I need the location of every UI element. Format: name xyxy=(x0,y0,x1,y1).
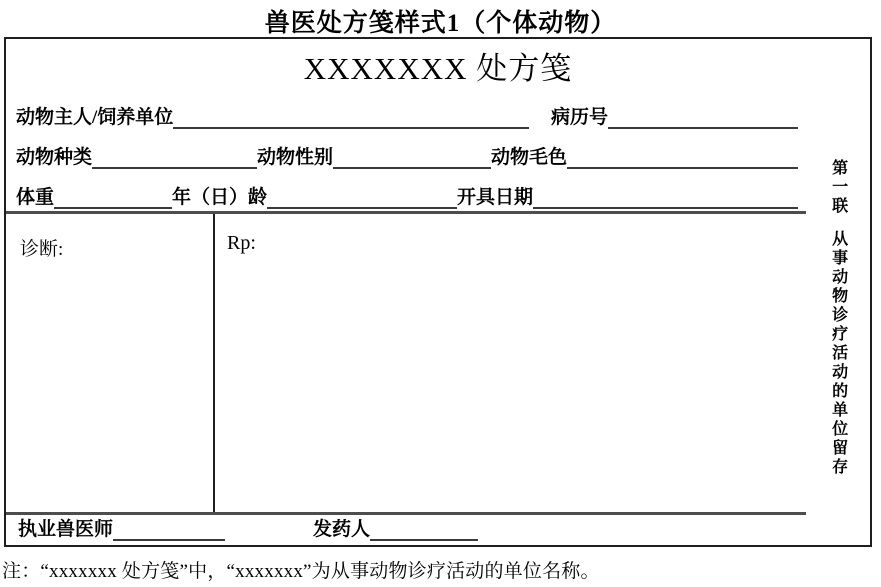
form-main-area xyxy=(6,89,806,545)
issue-date-label: 开具日期 xyxy=(457,187,534,209)
rp-label: Rp: xyxy=(227,232,256,254)
coat-color-label: 动物毛色 xyxy=(491,147,568,169)
row-owner-caseno xyxy=(6,89,806,129)
species-label: 动物种类 xyxy=(16,147,93,169)
diagnosis-label: 诊断: xyxy=(20,239,64,260)
species-fill-line xyxy=(92,151,257,169)
prescription-form xyxy=(4,37,872,547)
diagnosis-cell xyxy=(6,214,215,512)
issue-date-fill-line xyxy=(533,191,798,209)
case-no-fill-line xyxy=(608,111,798,129)
form-heading: XXXXXXX 处方笺 xyxy=(303,51,573,86)
case-no-label: 病历号 xyxy=(550,107,608,129)
age-label: 年（日）龄 xyxy=(172,187,268,209)
footnote: 注：“xxxxxxx 处方笺”中，“xxxxxxx”为从事动物诊疗活动的单位名称。 xyxy=(2,561,600,582)
age-fill-line xyxy=(267,191,457,209)
row-signatures xyxy=(6,512,806,545)
weight-label: 体重 xyxy=(16,187,55,209)
copy-number-label: 第一联 xyxy=(829,159,847,216)
diagnosis-rp-section xyxy=(6,211,806,512)
dispenser-label: 发药人 xyxy=(313,519,371,541)
sex-fill-line xyxy=(333,151,491,169)
copy-holder-label: 从事动物诊疗活动的单位留存 xyxy=(829,230,847,477)
dispenser-fill-line xyxy=(370,523,478,541)
owner-fill-line xyxy=(173,111,529,129)
copy-strip-vertical-text xyxy=(828,159,847,545)
page-title: 兽医处方笺样式1（个体动物） xyxy=(264,10,617,37)
coat-color-fill-line xyxy=(567,151,798,169)
copy-retention-strip xyxy=(806,89,870,545)
owner-label: 动物主人/饲养单位 xyxy=(16,107,174,129)
veterinarian-fill-line xyxy=(113,523,225,541)
veterinarian-label: 执业兽医师 xyxy=(18,519,114,541)
row-weight-age-date xyxy=(6,169,806,209)
weight-fill-line xyxy=(54,191,172,209)
row-species-sex-color xyxy=(6,129,806,169)
form-body xyxy=(6,89,870,545)
rp-cell xyxy=(215,214,806,512)
sex-label: 动物性别 xyxy=(257,147,334,169)
